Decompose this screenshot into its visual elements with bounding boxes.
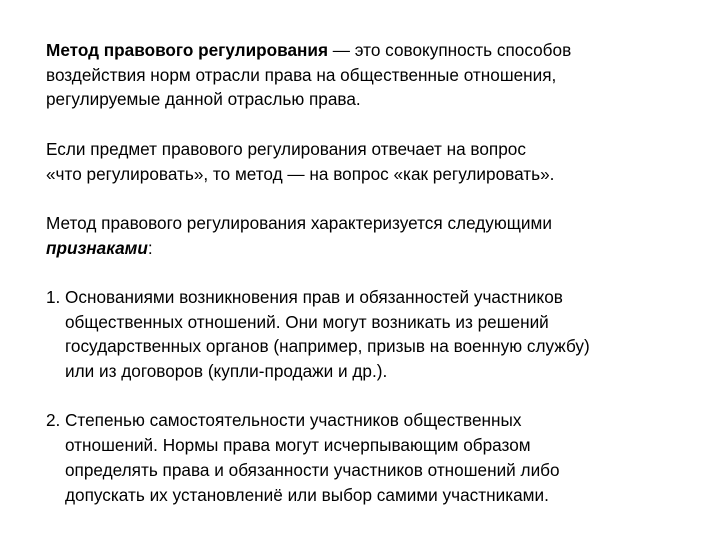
features-intro-line-1: Метод правового регулирования характеризуется следующими	[46, 212, 552, 233]
list-item-line: отношений. Нормы права могут исчерпывающим образом	[65, 435, 531, 456]
list-item-line: определять права и обязанности участников отношений либо	[65, 459, 560, 480]
list-item-line: допускать их установлениё или выбор самими участниками.	[65, 484, 549, 505]
list-number: 1.	[46, 286, 61, 307]
comparison-line-2: «что регулировать», то метод — на вопрос «как регулировать».	[46, 163, 555, 184]
spacer	[46, 186, 700, 211]
list-item-1	[46, 285, 700, 384]
list-item-2	[46, 408, 700, 507]
comparison-paragraph	[46, 137, 700, 186]
comparison-line-1: Если предмет правового регулирования отвечает на вопрос	[46, 138, 526, 159]
list-item-line: общественных отношений. Они могут возникать из решений	[65, 311, 549, 332]
definition-term: Метод правового регулирования	[46, 40, 329, 60]
definition-text-line-3: регулируемые данной отраслью права.	[46, 89, 361, 110]
list-item-text	[65, 285, 700, 384]
list-number: 2.	[46, 410, 61, 431]
features-intro-paragraph	[46, 211, 700, 260]
spacer	[46, 260, 700, 285]
definition-paragraph	[46, 38, 700, 112]
list-item-line: или из договоров (купли-продажи и др.).	[65, 361, 388, 382]
list-item-line: Степенью самостоятельности участников общественных	[65, 410, 522, 431]
features-colon: :	[147, 237, 153, 258]
features-emphasis: признаками	[46, 237, 148, 258]
definition-text: — это совокупность способов	[328, 40, 572, 60]
spacer	[46, 384, 700, 409]
list-item-text	[65, 408, 700, 507]
list-item-line: Основаниями возникновения прав и обязанностей участников	[65, 286, 563, 307]
list-item-line: государственных органов (например, призыв на военную службу)	[65, 336, 590, 357]
definition-text-line-2: воздействия норм отрасли права на общественные отношения,	[46, 64, 557, 85]
spacer	[46, 112, 700, 137]
